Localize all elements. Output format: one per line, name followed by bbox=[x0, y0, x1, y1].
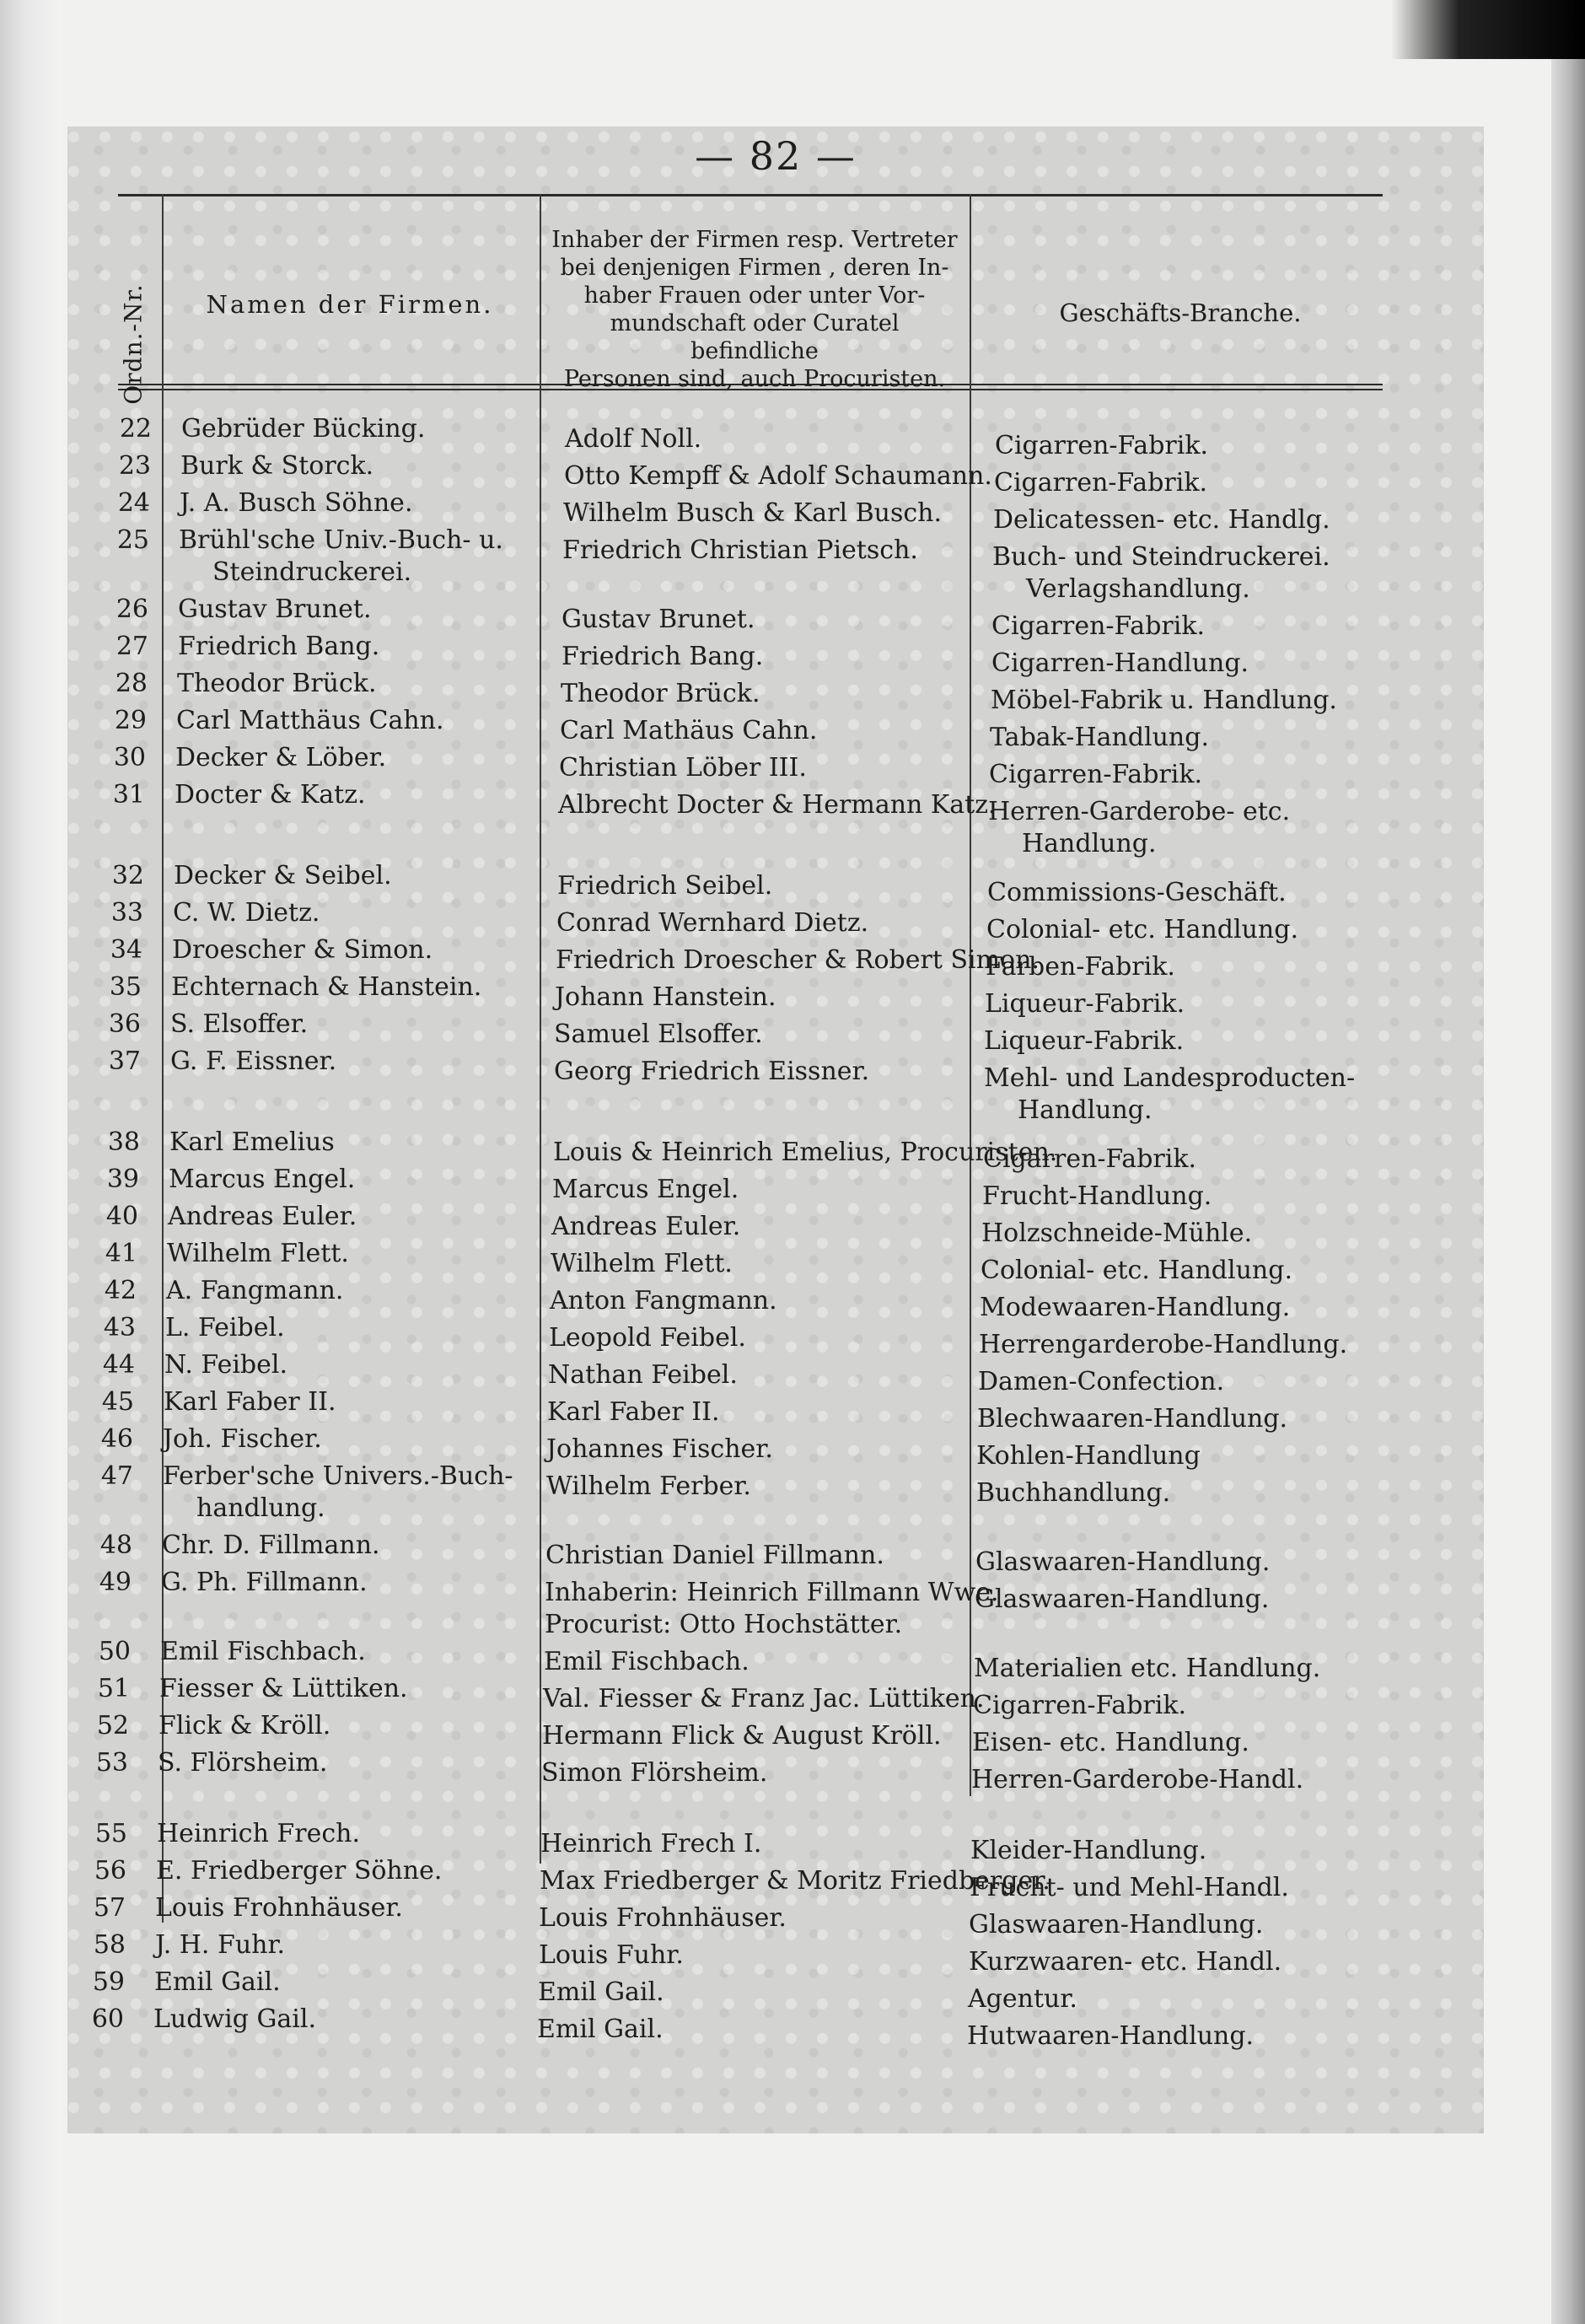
firm-name: Droescher & Simon. bbox=[172, 935, 433, 965]
business-branch: Kurzwaaren- etc. Handl. bbox=[969, 1947, 1282, 1977]
owner-name: Friedrich Seibel. bbox=[557, 871, 773, 901]
header-owner-line: Personen sind, auch Procuristen. bbox=[563, 366, 946, 392]
owner-name: Procurist: Otto Hochstätter. bbox=[545, 1610, 903, 1639]
firm-name: Karl Emelius bbox=[169, 1127, 335, 1157]
business-branch: Colonial- etc. Handlung. bbox=[981, 1256, 1292, 1285]
firm-name: S. Elsoffer. bbox=[170, 1009, 309, 1039]
row-number: 36 bbox=[108, 1009, 141, 1039]
header-ordn-nr bbox=[116, 260, 150, 428]
header-owner-line: bei denjenigen Firmen , deren In- bbox=[560, 255, 949, 281]
business-branch: Cigarren-Fabrik. bbox=[989, 760, 1203, 789]
header-owner-line: mundschaft oder Curatel befindliche bbox=[610, 310, 900, 364]
firm-name: Decker & Seibel. bbox=[174, 861, 392, 890]
firm-name: Karl Faber II. bbox=[164, 1387, 336, 1417]
business-branch: Commissions-Geschäft. bbox=[987, 878, 1287, 907]
firm-name: Friedrich Bang. bbox=[178, 632, 380, 661]
owner-name: Marcus Engel. bbox=[552, 1175, 739, 1204]
row-number: 31 bbox=[112, 780, 145, 810]
row-number: 60 bbox=[91, 2004, 124, 2034]
row-number: 26 bbox=[116, 594, 148, 624]
business-branch: Cigarren-Fabrik. bbox=[991, 611, 1206, 641]
owner-name: Anton Fangmann. bbox=[550, 1286, 777, 1315]
owner-name: Simon Flörsheim. bbox=[541, 1758, 768, 1788]
owner-name: Friedrich Bang. bbox=[561, 642, 764, 671]
firm-name: Carl Matthäus Cahn. bbox=[176, 706, 444, 735]
row-number: 51 bbox=[97, 1674, 130, 1703]
row-number: 38 bbox=[107, 1127, 140, 1157]
owner-name: Wilhelm Ferber. bbox=[546, 1471, 751, 1501]
owner-name: Louis Fuhr. bbox=[539, 1940, 684, 1970]
firm-name: E. Friedberger Söhne. bbox=[156, 1856, 443, 1886]
firm-name: Burk & Storck. bbox=[180, 451, 374, 481]
business-branch: Tabak-Handlung. bbox=[990, 723, 1209, 752]
business-branch: Frucht-Handlung. bbox=[982, 1181, 1212, 1211]
business-branch: Delicatessen- etc. Handlg. bbox=[993, 505, 1330, 535]
owner-name: Wilhelm Busch & Karl Busch. bbox=[563, 498, 943, 528]
business-branch: Liqueur-Fabrik. bbox=[985, 989, 1185, 1019]
owner-name: Friedrich Christian Pietsch. bbox=[562, 535, 918, 565]
business-branch: Buch- und Steindruckerei. bbox=[992, 542, 1330, 572]
column-divider-firm bbox=[540, 194, 541, 1864]
header-firm-names: Namen der Firmen. bbox=[206, 290, 494, 319]
owner-name: Christian Löber III. bbox=[559, 753, 807, 783]
business-branch: Cigarren-Handlung. bbox=[991, 648, 1249, 678]
business-branch: Farben-Fabrik. bbox=[986, 952, 1175, 982]
firm-name: Heinrich Frech. bbox=[157, 1819, 360, 1848]
owner-name: Hermann Flick & August Kröll. bbox=[542, 1721, 942, 1751]
row-number: 23 bbox=[118, 451, 151, 481]
firm-name: Emil Gail. bbox=[154, 1967, 281, 1997]
owner-name: Louis & Heinrich Emelius, Procuristen. bbox=[553, 1138, 1058, 1167]
firm-name: S. Flörsheim. bbox=[158, 1748, 328, 1778]
row-number: 25 bbox=[116, 525, 149, 555]
business-branch: Colonial- etc. Handlung. bbox=[986, 915, 1298, 944]
owner-name: Val. Fiesser & Franz Jac. Lüttiken. bbox=[543, 1684, 985, 1713]
row-number: 55 bbox=[94, 1819, 127, 1848]
book-page-edges bbox=[1551, 0, 1585, 2324]
firm-name: Ludwig Gail. bbox=[153, 2004, 317, 2034]
row-number: 43 bbox=[103, 1313, 136, 1342]
firm-name: J. H. Fuhr. bbox=[155, 1930, 286, 1960]
business-branch: Handlung. bbox=[1018, 1095, 1152, 1125]
business-branch: Möbel-Fabrik u. Handlung. bbox=[991, 686, 1337, 715]
business-branch: Cigarren-Fabrik. bbox=[983, 1144, 1197, 1174]
owner-name: Inhaberin: Heinrich Fillmann Wwe. bbox=[545, 1578, 999, 1607]
owner-name: Gustav Brunet. bbox=[561, 605, 755, 634]
owner-name: Carl Mathäus Cahn. bbox=[560, 716, 818, 745]
owner-name: Heinrich Frech I. bbox=[540, 1829, 762, 1859]
business-branch: Handlung. bbox=[1022, 829, 1157, 858]
firm-name: Wilhelm Flett. bbox=[167, 1239, 349, 1268]
firm-name: Theodor Brück. bbox=[177, 669, 377, 698]
business-branch: Herren-Garderobe-Handl. bbox=[971, 1765, 1304, 1794]
business-branch: Herrengarderobe-Handlung. bbox=[979, 1330, 1348, 1359]
firm-name: Joh. Fischer. bbox=[163, 1424, 322, 1454]
firm-name: handlung. bbox=[196, 1493, 325, 1523]
row-number: 42 bbox=[104, 1276, 137, 1305]
firm-name: Louis Frohnhäuser. bbox=[155, 1893, 403, 1923]
row-number: 24 bbox=[117, 488, 150, 518]
row-number: 30 bbox=[113, 743, 146, 772]
owner-name: Andreas Euler. bbox=[551, 1212, 741, 1241]
owner-name: Johannes Fischer. bbox=[546, 1434, 773, 1464]
business-branch: Hutwaaren-Handlung. bbox=[967, 2021, 1255, 2051]
row-number: 34 bbox=[110, 935, 142, 965]
business-branch: Materialien etc. Handlung. bbox=[974, 1654, 1321, 1683]
business-branch: Cigarren-Fabrik. bbox=[973, 1691, 1187, 1720]
firm-name: Brühl'sche Univ.-Buch- u. bbox=[179, 525, 503, 555]
row-number: 47 bbox=[100, 1461, 133, 1491]
row-number: 35 bbox=[109, 972, 142, 1002]
firm-name: Steindruckerei. bbox=[212, 557, 412, 587]
owner-name: Theodor Brück. bbox=[561, 679, 760, 708]
owner-name: Johann Hanstein. bbox=[555, 982, 776, 1012]
firm-name: Andreas Euler. bbox=[168, 1202, 357, 1231]
scan-left-margin bbox=[0, 0, 62, 2324]
business-branch: Cigarren-Fabrik. bbox=[994, 468, 1208, 498]
owner-name: Samuel Elsoffer. bbox=[554, 1019, 763, 1049]
row-number: 48 bbox=[99, 1531, 132, 1560]
firm-name: Echternach & Hanstein. bbox=[171, 972, 482, 1002]
business-branch: Eisen- etc. Handlung. bbox=[972, 1728, 1249, 1757]
firm-name: G. Ph. Fillmann. bbox=[161, 1568, 368, 1597]
owner-name: Friedrich Droescher & Robert Simon. bbox=[556, 945, 1040, 975]
row-number: 58 bbox=[93, 1930, 126, 1960]
business-branch: Frucht- und Mehl-Handl. bbox=[970, 1873, 1289, 1902]
firm-name: J. A. Busch Söhne. bbox=[180, 488, 413, 518]
business-branch: Modewaaren-Handlung. bbox=[980, 1293, 1291, 1322]
firm-name: Gustav Brunet. bbox=[178, 594, 372, 624]
firm-name: Gebrüder Bücking. bbox=[181, 414, 426, 444]
business-branch: Verlagshandlung. bbox=[1026, 574, 1250, 604]
firm-name: N. Feibel. bbox=[164, 1350, 288, 1380]
owner-name: Otto Kempff & Adolf Schaumann. bbox=[564, 461, 992, 491]
owner-name: Emil Fischbach. bbox=[544, 1647, 750, 1676]
row-number: 29 bbox=[114, 706, 147, 735]
book-spine-shadow bbox=[1391, 0, 1585, 59]
owner-name: Karl Faber II. bbox=[547, 1397, 720, 1427]
owner-name: Georg Friedrich Eissner. bbox=[554, 1057, 870, 1086]
business-branch: Glaswaaren-Handlung. bbox=[969, 1910, 1264, 1939]
owner-name: Adolf Noll. bbox=[565, 424, 702, 454]
row-number: 27 bbox=[116, 632, 148, 661]
header-branch: Geschäfts-Branche. bbox=[1059, 299, 1302, 327]
row-number: 33 bbox=[110, 898, 143, 928]
firm-name: Fiesser & Lüttiken. bbox=[159, 1674, 408, 1703]
firm-name: L. Feibel. bbox=[165, 1313, 285, 1342]
firm-name: Decker & Löber. bbox=[175, 743, 387, 772]
owner-name: Conrad Wernhard Dietz. bbox=[556, 908, 869, 938]
register-page bbox=[67, 126, 1484, 2133]
business-branch: Glaswaaren-Handlung. bbox=[975, 1547, 1271, 1577]
business-branch: Buchhandlung. bbox=[976, 1478, 1171, 1508]
business-branch: Damen-Confection. bbox=[978, 1367, 1225, 1396]
row-number: 59 bbox=[92, 1967, 125, 1997]
firm-name: Ferber'sche Univers.-Buch- bbox=[163, 1461, 513, 1491]
top-rule bbox=[118, 194, 1383, 196]
owner-name: Max Friedberger & Moritz Friedberger. bbox=[540, 1866, 1050, 1896]
owner-name: Leopold Feibel. bbox=[549, 1323, 746, 1353]
business-branch: Agentur. bbox=[968, 1984, 1077, 2014]
header-owner-line: haber Frauen oder unter Vor- bbox=[583, 282, 926, 309]
owner-name: Albrecht Docter & Hermann Katz. bbox=[558, 790, 997, 820]
row-number: 57 bbox=[93, 1893, 126, 1923]
firm-name: A. Fangmann. bbox=[166, 1276, 344, 1305]
owner-name: Emil Gail. bbox=[537, 2015, 664, 2044]
business-branch: Glaswaaren-Handlung. bbox=[975, 1584, 1270, 1614]
row-number: 44 bbox=[102, 1350, 135, 1380]
row-number: 50 bbox=[98, 1637, 131, 1666]
business-branch: Kleider-Handlung. bbox=[970, 1836, 1207, 1865]
row-number: 39 bbox=[106, 1165, 139, 1194]
business-branch: Herren-Garderobe- etc. bbox=[988, 797, 1291, 826]
row-number: 32 bbox=[111, 861, 144, 890]
firm-name: G. F. Eissner. bbox=[170, 1046, 337, 1076]
business-branch: Blechwaaren-Handlung. bbox=[977, 1404, 1288, 1434]
owner-name: Nathan Feibel. bbox=[548, 1360, 738, 1390]
owner-name: Wilhelm Flett. bbox=[551, 1249, 733, 1278]
business-branch: Kohlen-Handlung bbox=[976, 1441, 1201, 1471]
header-ordn-label: Ordn.-Nr. bbox=[119, 283, 148, 405]
row-number: 56 bbox=[94, 1856, 126, 1886]
owner-name: Christian Daniel Fillmann. bbox=[545, 1541, 884, 1570]
firm-name: Emil Fischbach. bbox=[160, 1637, 366, 1666]
business-branch: Mehl- und Landesproducten- bbox=[984, 1063, 1356, 1093]
row-number: 49 bbox=[99, 1568, 132, 1597]
row-number: 22 bbox=[119, 414, 152, 444]
business-branch: Cigarren-Fabrik. bbox=[995, 431, 1209, 460]
row-number: 52 bbox=[96, 1711, 129, 1740]
firm-name: Docter & Katz. bbox=[175, 780, 366, 810]
row-number: 28 bbox=[115, 669, 148, 698]
header-owner-line: Inhaber der Firmen resp. Vertreter bbox=[551, 227, 958, 253]
firm-name: Marcus Engel. bbox=[169, 1165, 356, 1194]
column-divider-owner bbox=[970, 194, 971, 1796]
firm-name: Chr. D. Fillmann. bbox=[162, 1531, 380, 1560]
row-number: 41 bbox=[105, 1239, 137, 1268]
row-number: 40 bbox=[105, 1202, 138, 1231]
row-number: 53 bbox=[95, 1748, 128, 1778]
row-number: 37 bbox=[108, 1046, 141, 1076]
row-number: 45 bbox=[101, 1387, 134, 1417]
owner-name: Emil Gail. bbox=[538, 1977, 664, 2007]
firm-name: C. W. Dietz. bbox=[173, 898, 320, 928]
firm-name: Flick & Kröll. bbox=[158, 1711, 331, 1740]
header-owners bbox=[548, 226, 961, 393]
business-branch: Liqueur-Fabrik. bbox=[984, 1026, 1185, 1056]
owner-name: Louis Frohnhäuser. bbox=[539, 1903, 787, 1933]
row-number: 46 bbox=[100, 1424, 133, 1454]
business-branch: Holzschneide-Mühle. bbox=[981, 1218, 1253, 1248]
page-number: — 82 — bbox=[695, 133, 857, 179]
